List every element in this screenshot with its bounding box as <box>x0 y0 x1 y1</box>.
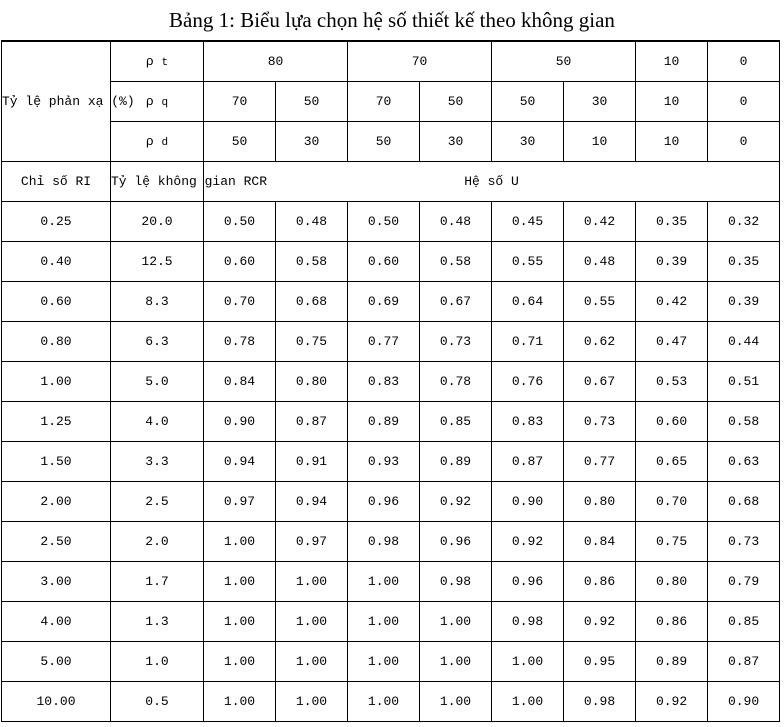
ri-cell: 0.60 <box>2 282 111 322</box>
u-cell: 0.64 <box>492 282 564 322</box>
u-cell: 0.77 <box>348 322 420 362</box>
u-cell: 0.39 <box>636 242 708 282</box>
u-cell: 0.85 <box>708 602 780 642</box>
u-cell: 0.84 <box>564 522 636 562</box>
rho-q-cell: 70 <box>204 82 276 122</box>
rcr-cell: 4.0 <box>111 402 204 442</box>
u-cell: 0.79 <box>708 562 780 602</box>
ri-cell: 1.25 <box>2 402 111 442</box>
u-cell: 0.35 <box>708 242 780 282</box>
u-cell: 1.00 <box>420 642 492 682</box>
u-cell: 1.00 <box>276 642 348 682</box>
u-cell: 0.80 <box>564 482 636 522</box>
u-cell: 0.65 <box>636 442 708 482</box>
u-cell: 0.58 <box>708 402 780 442</box>
rho-q-sub: q <box>161 97 169 109</box>
u-cell: 0.45 <box>492 202 564 242</box>
u-cell: 0.35 <box>636 202 708 242</box>
u-cell: 0.98 <box>564 682 636 722</box>
u-cell: 0.53 <box>636 362 708 402</box>
u-cell: 0.89 <box>636 642 708 682</box>
u-cell: 1.00 <box>276 602 348 642</box>
rcr-cell: 6.3 <box>111 322 204 362</box>
rcr-cell: 20.0 <box>111 202 204 242</box>
u-cell: 0.92 <box>420 482 492 522</box>
table-row <box>2 442 780 482</box>
u-cell: 0.85 <box>420 402 492 442</box>
rho-d-cell: 10 <box>636 122 708 162</box>
u-cell: 0.87 <box>708 642 780 682</box>
u-cell: 1.00 <box>348 562 420 602</box>
u-cell: 0.73 <box>420 322 492 362</box>
ri-cell: 0.25 <box>2 202 111 242</box>
rho-d-cell: 30 <box>276 122 348 162</box>
rcr-header: Tỷ lệ không gian RCR <box>111 162 204 202</box>
u-cell: 0.89 <box>348 402 420 442</box>
rho-t-row <box>2 41 780 82</box>
table-row <box>2 282 780 322</box>
u-cell: 0.58 <box>420 242 492 282</box>
rho-q-cell: 50 <box>276 82 348 122</box>
ri-cell: 5.00 <box>2 642 111 682</box>
u-cell: 0.86 <box>636 602 708 642</box>
table-row <box>2 482 780 522</box>
u-cell: 0.67 <box>420 282 492 322</box>
u-cell: 1.00 <box>420 682 492 722</box>
table-row <box>2 202 780 242</box>
rho-d-symbol: ρ <box>145 134 154 149</box>
u-cell: 0.48 <box>564 242 636 282</box>
ri-cell: 10.00 <box>2 682 111 722</box>
u-cell: 0.90 <box>708 682 780 722</box>
rho-t-cell: 0 <box>708 41 780 82</box>
rho-d-cell: 30 <box>492 122 564 162</box>
rcr-cell: 1.7 <box>111 562 204 602</box>
rho-q-cell: 50 <box>492 82 564 122</box>
u-cell: 0.96 <box>348 482 420 522</box>
u-cell: 0.97 <box>204 482 276 522</box>
u-cell: 0.42 <box>636 282 708 322</box>
u-cell: 0.73 <box>708 522 780 562</box>
ri-cell: 1.50 <box>2 442 111 482</box>
u-cell: 0.60 <box>348 242 420 282</box>
rho-q-cell: 0 <box>708 82 780 122</box>
u-cell: 0.90 <box>204 402 276 442</box>
u-cell: 0.63 <box>708 442 780 482</box>
table-row <box>2 402 780 442</box>
rcr-cell: 3.3 <box>111 442 204 482</box>
table-row <box>2 362 780 402</box>
u-cell: 1.00 <box>348 602 420 642</box>
u-cell: 0.92 <box>492 522 564 562</box>
u-cell: 0.48 <box>276 202 348 242</box>
rho-t-symbol: ρ <box>145 54 154 69</box>
u-cell: 0.68 <box>708 482 780 522</box>
ri-cell: 2.50 <box>2 522 111 562</box>
rho-d-cell: 50 <box>348 122 420 162</box>
ri-cell: 0.80 <box>2 322 111 362</box>
u-cell: 0.76 <box>492 362 564 402</box>
rho-d-sub: d <box>161 137 169 149</box>
u-cell: 0.97 <box>276 522 348 562</box>
u-cell: 0.86 <box>564 562 636 602</box>
ri-header: Chỉ số RI <box>2 162 111 202</box>
u-cell: 1.00 <box>492 642 564 682</box>
rho-t-cell: 80 <box>204 41 348 82</box>
table-row <box>2 682 780 722</box>
u-cell: 0.83 <box>492 402 564 442</box>
u-cell: 0.50 <box>348 202 420 242</box>
u-cell: 0.70 <box>204 282 276 322</box>
u-cell: 0.78 <box>420 362 492 402</box>
rcr-cell: 5.0 <box>111 362 204 402</box>
rho-d-row <box>2 122 780 162</box>
u-header: Hệ số U <box>204 162 780 202</box>
rho-d-cell: 50 <box>204 122 276 162</box>
ri-cell: 1.00 <box>2 362 111 402</box>
table-row <box>2 522 780 562</box>
u-cell: 0.96 <box>492 562 564 602</box>
rcr-cell: 8.3 <box>111 282 204 322</box>
u-cell: 1.00 <box>276 562 348 602</box>
rcr-cell: 12.5 <box>111 242 204 282</box>
u-cell: 0.42 <box>564 202 636 242</box>
u-cell: 0.58 <box>276 242 348 282</box>
u-cell: 0.50 <box>204 202 276 242</box>
u-cell: 0.67 <box>564 362 636 402</box>
u-cell: 1.00 <box>276 682 348 722</box>
rho-t-cell: 70 <box>348 41 492 82</box>
u-cell: 0.89 <box>420 442 492 482</box>
u-cell: 0.87 <box>492 442 564 482</box>
u-cell: 0.93 <box>348 442 420 482</box>
u-cell: 0.62 <box>564 322 636 362</box>
u-cell: 1.00 <box>492 682 564 722</box>
u-cell: 0.55 <box>564 282 636 322</box>
rho-q-cell: 50 <box>420 82 492 122</box>
rho-t-cell: 50 <box>492 41 636 82</box>
rho-q-symbol: ρ <box>145 94 154 109</box>
u-cell: 0.68 <box>276 282 348 322</box>
u-cell: 0.75 <box>276 322 348 362</box>
u-cell: 0.90 <box>492 482 564 522</box>
u-cell: 0.91 <box>276 442 348 482</box>
ri-cell: 4.00 <box>2 602 111 642</box>
u-cell: 1.00 <box>348 682 420 722</box>
rho-d-cell: 0 <box>708 122 780 162</box>
u-cell: 0.60 <box>636 402 708 442</box>
rho-q-cell: 70 <box>348 82 420 122</box>
u-cell: 0.98 <box>420 562 492 602</box>
rcr-cell: 1.0 <box>111 642 204 682</box>
u-cell: 0.39 <box>708 282 780 322</box>
rho-d-cell: 30 <box>420 122 492 162</box>
table-row <box>2 242 780 282</box>
u-cell: 1.00 <box>204 642 276 682</box>
u-cell: 0.69 <box>348 282 420 322</box>
u-cell: 1.00 <box>204 562 276 602</box>
rcr-cell: 1.3 <box>111 602 204 642</box>
rcr-cell: 2.5 <box>111 482 204 522</box>
table-row <box>2 322 780 362</box>
u-cell: 0.87 <box>276 402 348 442</box>
u-cell: 0.80 <box>276 362 348 402</box>
table-row <box>2 562 780 602</box>
ri-cell: 2.00 <box>2 482 111 522</box>
u-cell: 0.75 <box>636 522 708 562</box>
u-cell: 0.98 <box>492 602 564 642</box>
rho-t-sub: t <box>161 57 169 69</box>
rho-d-cell: 10 <box>564 122 636 162</box>
table-row <box>2 602 780 642</box>
u-cell: 0.95 <box>564 642 636 682</box>
u-cell: 0.44 <box>708 322 780 362</box>
u-cell: 0.92 <box>636 682 708 722</box>
u-cell: 0.70 <box>636 482 708 522</box>
u-cell: 0.96 <box>420 522 492 562</box>
table-row <box>2 642 780 682</box>
u-cell: 1.00 <box>420 602 492 642</box>
reflectance-label: Tỷ lệ phản xạ (%) <box>2 41 111 162</box>
ri-cell: 0.40 <box>2 242 111 282</box>
rcr-cell: 2.0 <box>111 522 204 562</box>
u-cell: 0.73 <box>564 402 636 442</box>
rho-q-cell: 10 <box>636 82 708 122</box>
u-cell: 1.00 <box>204 522 276 562</box>
u-cell: 0.94 <box>204 442 276 482</box>
rho-q-cell: 30 <box>564 82 636 122</box>
u-cell: 0.98 <box>348 522 420 562</box>
ri-cell: 3.00 <box>2 562 111 602</box>
u-cell: 1.00 <box>204 602 276 642</box>
u-cell: 0.80 <box>636 562 708 602</box>
u-cell: 0.32 <box>708 202 780 242</box>
coefficient-table <box>1 40 780 722</box>
rho-t-label <box>111 41 204 82</box>
u-cell: 0.51 <box>708 362 780 402</box>
rho-d-label <box>111 122 204 162</box>
u-cell: 0.71 <box>492 322 564 362</box>
u-cell: 0.83 <box>348 362 420 402</box>
u-cell: 0.60 <box>204 242 276 282</box>
table-title: Bảng 1: Biểu lựa chọn hệ số thiết kế theo không gian <box>169 8 615 32</box>
rcr-cell: 0.5 <box>111 682 204 722</box>
u-cell: 0.92 <box>564 602 636 642</box>
u-cell: 0.47 <box>636 322 708 362</box>
u-cell: 0.78 <box>204 322 276 362</box>
u-cell: 1.00 <box>204 682 276 722</box>
column-header-row <box>2 162 780 202</box>
u-cell: 0.77 <box>564 442 636 482</box>
u-cell: 0.94 <box>276 482 348 522</box>
u-cell: 0.84 <box>204 362 276 402</box>
u-cell: 0.48 <box>420 202 492 242</box>
rho-t-cell: 10 <box>636 41 708 82</box>
u-cell: 1.00 <box>348 642 420 682</box>
u-cell: 0.55 <box>492 242 564 282</box>
